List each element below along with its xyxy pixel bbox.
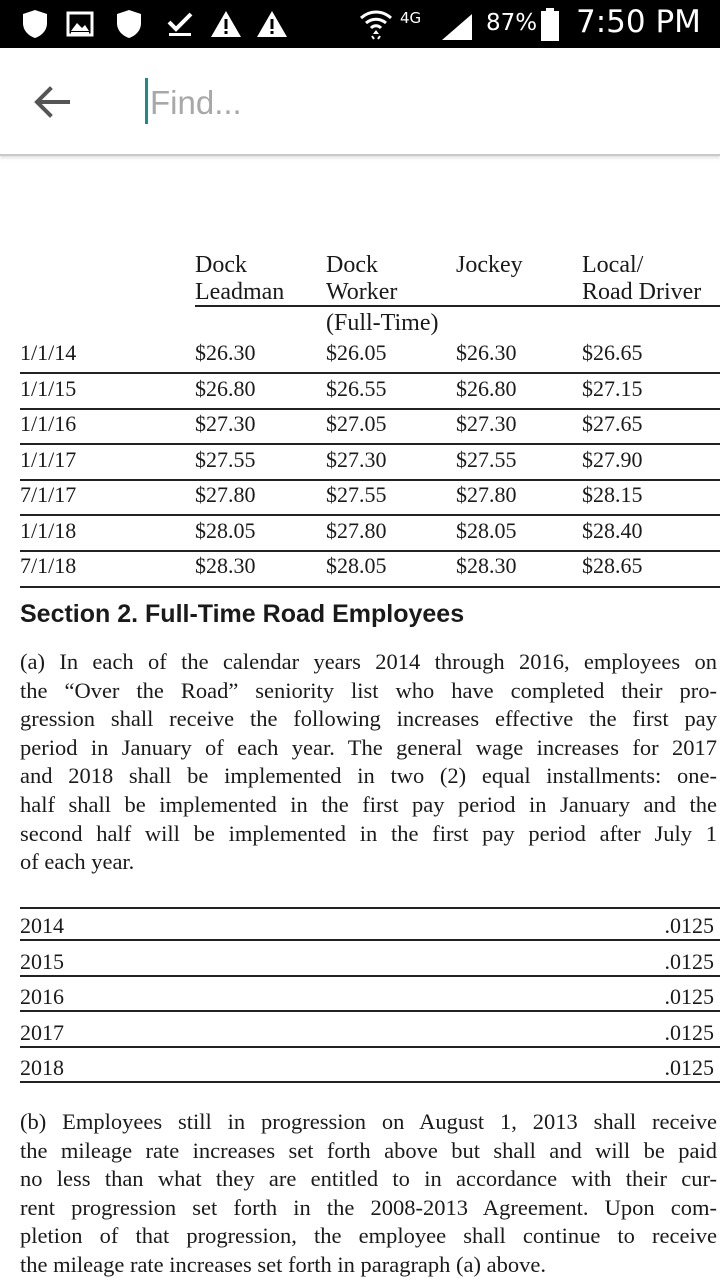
- paragraph-line: half shall be implemented in the first pay period in January and the: [20, 791, 717, 817]
- column-header-jockey: Jockey: [456, 252, 523, 278]
- column-header-dock-worker: Dock Worker (Full-Time): [326, 252, 439, 336]
- increase-year: 2016: [20, 984, 64, 1009]
- row-divider: [20, 372, 720, 374]
- document-page: [0, 156, 720, 1280]
- rate-cell: $28.30: [195, 553, 256, 578]
- rate-cell: $27.55: [456, 446, 517, 472]
- download-done-icon: [166, 11, 194, 37]
- row-date: 1/1/15: [20, 375, 77, 401]
- rate-cell: $28.65: [582, 553, 643, 578]
- rate-cell: $27.55: [326, 482, 387, 507]
- rate-cell: $26.55: [326, 375, 387, 401]
- row-date: 1/1/16: [20, 411, 77, 436]
- rate-cell: $27.05: [326, 411, 387, 436]
- paragraph-line: (b) Employees still in progression on August 1, 2013 shall receive: [20, 1109, 717, 1134]
- status-bar: [0, 0, 720, 48]
- increase-rate: .0125: [664, 913, 714, 938]
- row-divider: [20, 1046, 720, 1048]
- shield-icon: [22, 9, 48, 39]
- paragraph-line: the “Over the Road” seniority list who have completed their pro-: [20, 677, 717, 703]
- rate-cell: $27.30: [326, 446, 387, 472]
- row-divider: [20, 1081, 720, 1083]
- warning-icon: [256, 10, 288, 38]
- find-bar: [0, 48, 720, 156]
- signal-icon: [440, 12, 474, 42]
- paragraph-line: of each year.: [20, 849, 135, 875]
- increase-year: 2018: [20, 1055, 64, 1080]
- paragraph-line: (a) In each of the calendar years 2014 through 2016, employees on: [20, 649, 717, 674]
- warning-icon: [210, 10, 242, 38]
- rate-cell: $27.30: [456, 411, 517, 436]
- table-bottom-rule: [20, 586, 720, 588]
- increase-year: 2015: [20, 948, 64, 974]
- wifi-icon: [358, 8, 394, 40]
- row-divider: [20, 443, 720, 445]
- section-heading: Section 2. Full-Time Road Employees: [20, 600, 465, 628]
- rate-cell: $27.30: [195, 411, 256, 436]
- network-type: 4G: [400, 9, 422, 27]
- paragraph-line: gression shall receive the following increases effective the first pay: [20, 706, 717, 732]
- column-header-road-driver: Local/ Road Driver: [582, 252, 702, 305]
- row-date: 7/1/18: [20, 553, 77, 578]
- paragraph-b: [20, 1108, 717, 1280]
- row-date: 1/1/14: [20, 340, 77, 365]
- rate-cell: $27.65: [582, 411, 643, 436]
- paragraph-line: the mileage rate increases set forth in paragraph (a) above.: [20, 1251, 546, 1277]
- increase-rate: .0125: [664, 984, 714, 1009]
- increase-table-top-rule: [20, 907, 720, 909]
- rate-cell: $28.05: [195, 517, 256, 543]
- back-arrow-icon[interactable]: [28, 78, 76, 126]
- increase-year: 2017: [20, 1019, 64, 1045]
- rate-cell: $28.30: [456, 553, 517, 578]
- paragraph-a: [20, 648, 717, 877]
- row-divider: [20, 975, 720, 977]
- paragraph-line: no less than what they are entitled to in accordance with their cur-: [20, 1166, 717, 1192]
- row-date: 1/1/17: [20, 446, 77, 472]
- paragraph-line: rent progression set forth in the 2008-2013 Agreement. Upon com-: [20, 1194, 717, 1220]
- paragraph-line: second half will be implemented in the first pay period after July 1: [20, 820, 717, 846]
- rate-cell: $27.90: [582, 446, 643, 472]
- rate-cell: $28.05: [456, 517, 517, 543]
- paragraph-line: and 2018 shall be implemented in two (2) equal installments: one-: [20, 763, 717, 789]
- column-header-dock-leadman: Dock Leadman: [195, 252, 285, 305]
- rate-cell: $28.40: [582, 517, 643, 543]
- row-divider: [20, 479, 720, 481]
- row-divider: [20, 1010, 720, 1012]
- rate-cell: $27.55: [195, 446, 256, 472]
- table-header-rule: [195, 305, 720, 307]
- rate-cell: $28.05: [326, 553, 387, 578]
- row-divider: [20, 939, 720, 941]
- rate-cell: $27.80: [195, 482, 256, 507]
- battery-percent: 87%: [486, 10, 538, 36]
- row-date: 7/1/17: [20, 482, 77, 507]
- rate-cell: $26.05: [326, 340, 387, 365]
- rate-cell: $26.30: [195, 340, 256, 365]
- find-input[interactable]: [146, 78, 690, 128]
- battery-icon: [540, 8, 560, 42]
- clock: 7:50 PM: [576, 4, 701, 40]
- rate-cell: $27.15: [582, 375, 643, 401]
- shield-icon: [116, 9, 142, 39]
- rate-cell: $27.80: [326, 517, 387, 543]
- increase-rate: .0125: [664, 1019, 714, 1045]
- rate-cell: $28.15: [582, 482, 643, 507]
- paragraph-line: period in January of each year. The general wage increases for 2017: [20, 734, 717, 760]
- row-divider: [20, 550, 720, 552]
- increase-rate: .0125: [664, 1055, 714, 1080]
- paragraph-line: pletion of that progression, the employee shall continue to receive: [20, 1223, 717, 1249]
- rate-cell: $26.80: [195, 375, 256, 401]
- increase-rate: .0125: [664, 948, 714, 974]
- row-divider: [20, 408, 720, 410]
- row-date: 1/1/18: [20, 517, 77, 543]
- paragraph-line: the mileage rate increases set forth above but shall and will be paid: [20, 1137, 717, 1163]
- rate-cell: $26.30: [456, 340, 517, 365]
- row-divider: [20, 514, 720, 516]
- text-caret: [145, 78, 148, 124]
- image-icon: [66, 11, 94, 37]
- rate-cell: $26.80: [456, 375, 517, 401]
- increase-year: 2014: [20, 913, 64, 938]
- rate-cell: $27.80: [456, 482, 517, 507]
- rate-cell: $26.65: [582, 340, 643, 365]
